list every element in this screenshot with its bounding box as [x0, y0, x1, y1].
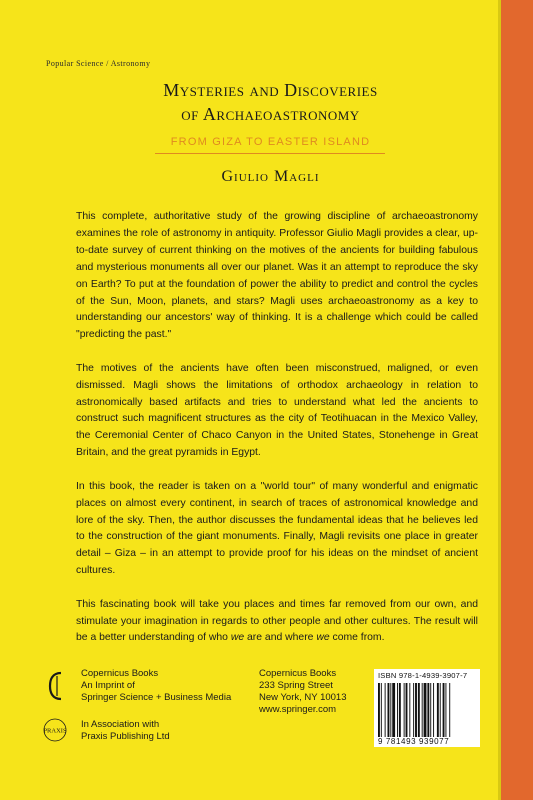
copernicus-logo-icon [48, 670, 64, 702]
blurb-emphasis: we [316, 632, 330, 644]
publisher-line: Springer Science + Business Media [81, 692, 232, 703]
publisher-block [81, 668, 231, 704]
barcode-icon [376, 683, 478, 737]
association-line: Praxis Publishing Ltd [81, 731, 170, 742]
address-line: Copernicus Books [259, 668, 337, 679]
isbn-label: ISBN 978-1-4939-3907-7 [378, 671, 468, 680]
address-line: www.springer.com [259, 704, 337, 715]
publisher-line: Copernicus Books [81, 668, 159, 679]
association-block [81, 719, 170, 743]
blurb-paragraph-2: The motives of the ancients have often been misconstrued, maligned, or even dismissed. Magli shows the limitations of orthodox archaeology in relation to astronomically based artifacts and tries to understand what led the ancients to construct such magnificent structures as the city of Teotihuacan in the Mexico Valley, the Ceremonial Center of Chaco Canyon in the United States, Stonehenge in Great Britain, and the great pyramids in Egypt. [76, 362, 478, 459]
title-line-2: of Archaeoastronomy [181, 104, 360, 124]
blurb-paragraph-1: This complete, authoritative study of the growing discipline of archaeoastronomy examines the role of astronomy in antiquity. Professor Giulio Magli provides a clear, up-to-date survey of current thinking on the motives of the ancients for building fabulous and mysterious monuments all over our planet. Was it an attempt to reproduce the sky on Earth? To put at the foundation of power the ability to predict and control the cycles of the Sun, Moon, planets, and stars? Magli uses archaeoastronomy as a key to understanding our ancestors' way of thinking. It is a challenge which could be called "predicting the past." [76, 211, 478, 341]
category-label: Popular Science / Astronomy [46, 59, 151, 68]
author-name: Giulio Magli [221, 168, 320, 185]
blurb-paragraph-3: In this book, the reader is taken on a "world tour" of many wonderful and enigmatic places on almost every continent, in search of traces of astronomical knowledge and lore of the sky. Then, the author discusses the fundamental ideas that he believes led to the construction of the giant monuments. Finally, Magli revisits one place in greater detail – Giza – in an attempt to provide proof for his ideas on the mindset of ancient cultures. [76, 480, 478, 577]
praxis-logo-icon [40, 716, 70, 744]
praxis-logo-text: PRAXIS [43, 727, 67, 735]
subtitle-underline [155, 153, 385, 154]
publisher-line: An Imprint of [81, 680, 135, 691]
blurb-paragraph-4 [76, 597, 478, 648]
address-line: New York, NY 10013 [259, 692, 347, 703]
blurb-emphasis: we [230, 632, 245, 644]
address-line: 233 Spring Street [259, 680, 333, 691]
blurb-text: are and where [244, 632, 317, 644]
association-line: In Association with [81, 719, 160, 730]
subtitle: FROM GIZA TO EASTER ISLAND [170, 136, 371, 148]
address-block [259, 668, 347, 716]
blurb [76, 209, 478, 664]
blurb-text: come from. [329, 632, 385, 644]
barcode-number: 9 781493 939077 [378, 737, 450, 746]
title-line-1: Mysteries and Discoveries [163, 80, 378, 100]
blurb-text: This fascinating book will take you places and times far removed from our own, and stimulate your imagination in regards to other people and other cultures. The result will be a better understanding of who [76, 598, 478, 644]
